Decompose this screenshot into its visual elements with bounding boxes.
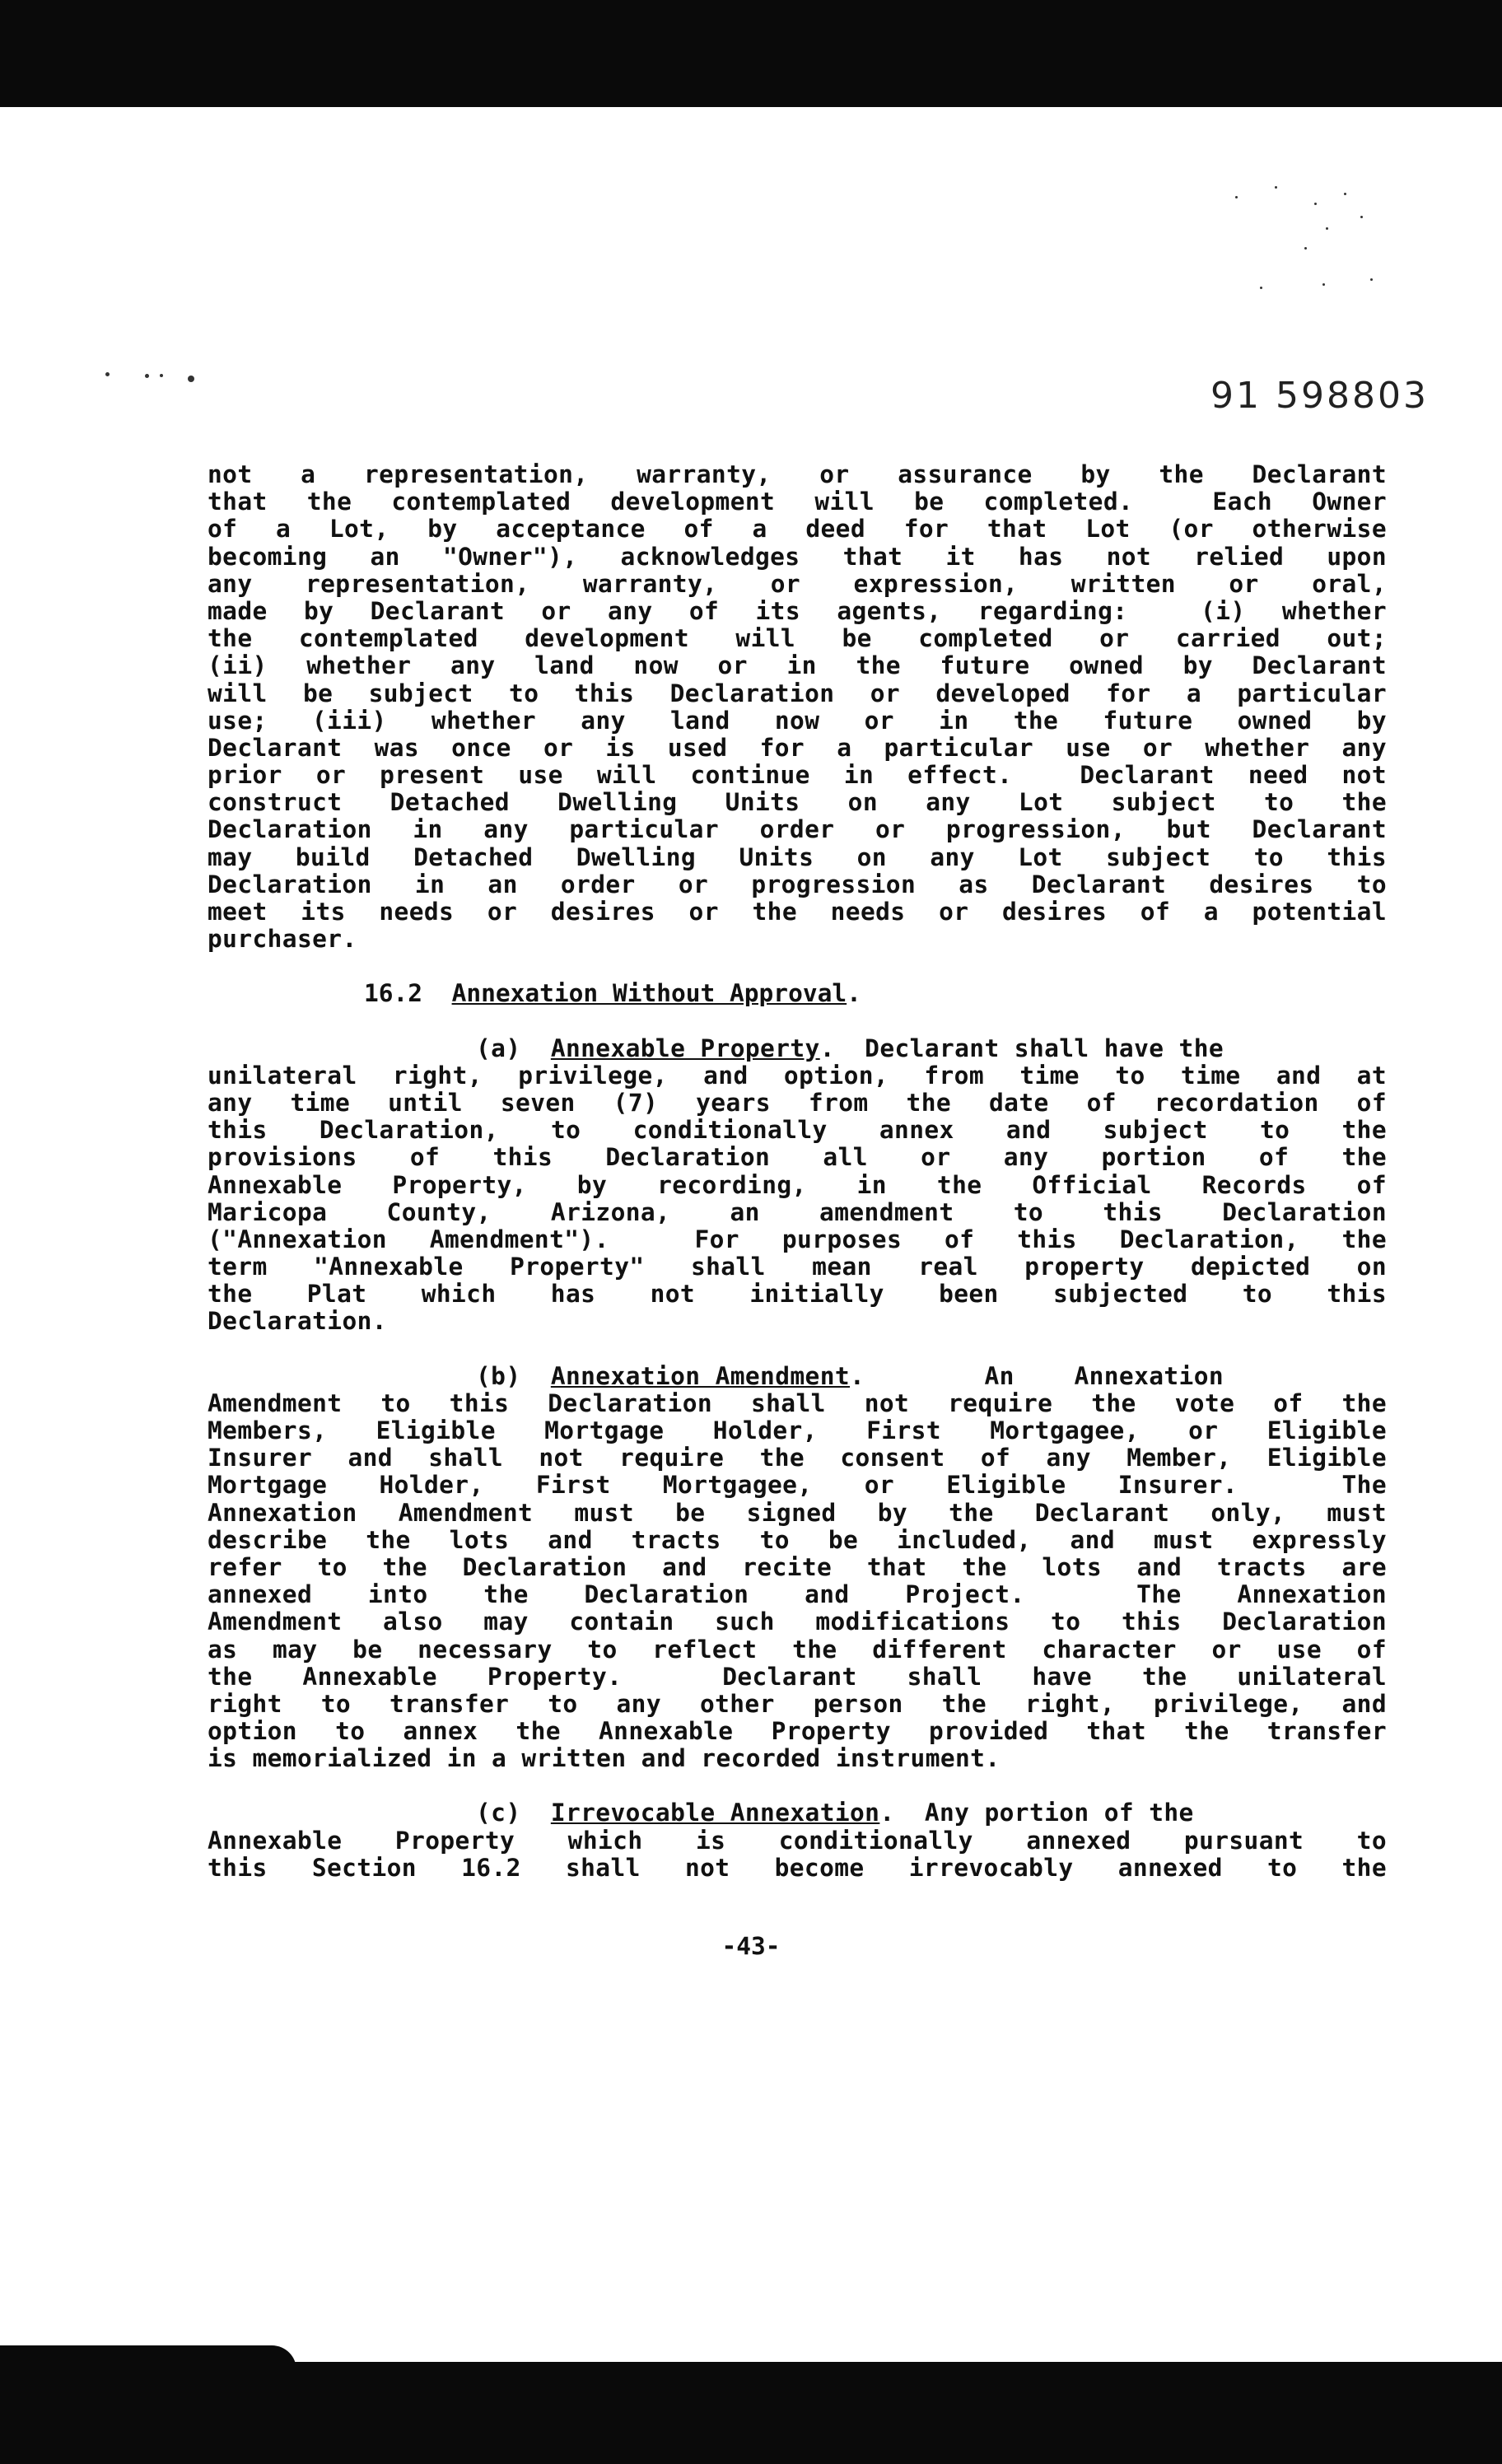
text-line: Declarant was once or is used for a particular use or whether any (208, 733, 1387, 762)
text-line: that the contemplated development will be completed. Each Owner (208, 488, 1387, 516)
paragraph-a (208, 1035, 1387, 1336)
text-line: as may be necessary to reflect the different character or use of (208, 1635, 1387, 1664)
text-line: unilateral right, privilege, and option, from time to time and at (208, 1061, 1387, 1090)
text-line: the contemplated development will be completed or carried out; (208, 624, 1387, 653)
scan-speck (1275, 186, 1277, 189)
section-title: Annexation Without Approval (451, 979, 847, 1008)
text-line: Mortgage Holder, First Mortgagee, or Eligible Insurer. The (208, 1471, 1387, 1500)
text-line: refer to the Declaration and recite that the lots and tracts are (208, 1552, 1387, 1581)
paragraph-b-first-line (208, 1363, 1387, 1390)
text-line: made by Declarant or any of its agents, regarding: (i) whether (208, 596, 1387, 625)
text-line: Amendment also may contain such modifications to this Declaration (208, 1608, 1387, 1636)
text-line: purchaser. (208, 925, 357, 954)
text-line: annexed into the Declaration and Project. The Annexation (208, 1580, 1387, 1609)
paragraph-gap (208, 1772, 1387, 1799)
text-line: Annexable Property which is conditionally annexed pursuant to (208, 1826, 1387, 1855)
scan-speck (1344, 193, 1346, 195)
text-line: right to transfer to any other person the right, privilege, and (208, 1689, 1387, 1718)
scan-speck (145, 374, 149, 378)
text-line: option to annex the Annexable Property provided that the transfer (208, 1717, 1387, 1746)
paragraph-b-first-rest: . An Annexation (850, 1361, 1224, 1390)
text-line: this Section 16.2 shall not become irrevocably annexed to the (208, 1853, 1387, 1882)
text-line: Amendment to this Declaration shall not require the vote of the (208, 1388, 1387, 1417)
paragraph-a-title: Annexable Property (550, 1034, 820, 1062)
text-line: Declaration in any particular order or progression, but Declarant (208, 815, 1387, 844)
paragraph-b (208, 1363, 1387, 1773)
paragraph-a-marker: (a) (476, 1034, 521, 1062)
paragraph-c-title: Irrevocable Annexation (550, 1799, 880, 1827)
scan-speck (1314, 203, 1317, 205)
text-line: of a Lot, by acceptance of a deed for that Lot (or otherwise (208, 515, 1387, 544)
text-line: Annexation Amendment must be signed by the Declarant only, must (208, 1498, 1387, 1527)
text-line: is memorialized in a written and recorded instrument. (208, 1744, 1001, 1773)
text-line: construct Detached Dwelling Units on any Lot subject to the (208, 788, 1387, 817)
text-line: ("Annexation Amendment"). For purposes of this Declaration, the (208, 1225, 1387, 1253)
text-line: Declaration. (208, 1307, 387, 1336)
text-line: the Plat which has not initially been subjected to this (208, 1280, 1387, 1309)
paragraph-c-first-line (208, 1799, 1387, 1827)
intro-paragraph (208, 461, 1387, 953)
scan-speck (1304, 247, 1307, 250)
section-title-period: . (847, 979, 861, 1008)
paragraph-b-title: Annexation Amendment (550, 1361, 851, 1390)
scan-speck (1260, 287, 1262, 289)
text-line: (ii) whether any land now or in the future owned by Declarant (208, 651, 1387, 680)
text-line: use; (iii) whether any land now or in the future owned by (208, 706, 1387, 735)
paragraph-a-first-rest: . Declarant shall have the (819, 1034, 1224, 1062)
text-line: Members, Eligible Mortgage Holder, First Mortgagee, or Eligible (208, 1416, 1387, 1445)
text-line: Maricopa County, Arizona, an amendment to this Declaration (208, 1197, 1387, 1226)
section-heading (208, 980, 1387, 1007)
paragraph-c-marker: (c) (476, 1799, 521, 1827)
text-line: term "Annexable Property" shall mean real property depicted on (208, 1253, 1387, 1281)
scan-speck (1360, 216, 1363, 218)
document-body (208, 461, 1387, 1882)
text-line: describe the lots and tracts to be included, and must expressly (208, 1525, 1387, 1554)
scan-speck (188, 376, 194, 382)
scan-speck (160, 374, 163, 377)
scan-border-bottom (0, 2362, 1502, 2464)
paragraph-c (208, 1799, 1387, 1882)
paragraph-gap (208, 1336, 1387, 1363)
section-number: 16.2 (364, 979, 423, 1008)
scan-speck (1370, 278, 1373, 281)
text-line: becoming an "Owner"), acknowledges that it has not relied upon (208, 542, 1387, 571)
scan-speck (1322, 283, 1325, 286)
paragraph-c-first-rest: . Any portion of the (879, 1799, 1194, 1827)
text-line: may build Detached Dwelling Units on any Lot subject to this (208, 842, 1387, 871)
scan-border-top (0, 0, 1502, 107)
text-line: provisions of this Declaration all or any portion of the (208, 1143, 1387, 1172)
scan-speck (1235, 196, 1238, 198)
paragraph-b-marker: (b) (476, 1361, 521, 1390)
text-line: will be subject to this Declaration or developed for a particular (208, 679, 1387, 707)
recording-number: 91 598803 (1210, 375, 1429, 417)
page-number: -43- (721, 1932, 781, 1960)
text-line: any time until seven (7) years from the date of recordation of (208, 1088, 1387, 1117)
text-line: the Annexable Property. Declarant shall have the unilateral (208, 1662, 1387, 1691)
text-line: any representation, warranty, or expression, written or oral, (208, 569, 1387, 598)
text-line: Insurer and shall not require the consent of any Member, Eligible (208, 1444, 1387, 1472)
paragraph-a-first-line (208, 1035, 1387, 1062)
text-line: meet its needs or desires or the needs or desires of a potential (208, 898, 1387, 926)
text-line: prior or present use will continue in effect. Declarant need not (208, 761, 1387, 790)
text-line: this Declaration, to conditionally annex and subject to the (208, 1116, 1387, 1145)
scan-speck (1326, 227, 1328, 230)
text-line: not a representation, warranty, or assurance by the Declarant (208, 460, 1387, 488)
text-line: Annexable Property, by recording, in the Official Records of (208, 1170, 1387, 1199)
text-line: Declaration in an order or progression as Declarant desires to (208, 870, 1387, 898)
scan-speck (105, 372, 110, 376)
